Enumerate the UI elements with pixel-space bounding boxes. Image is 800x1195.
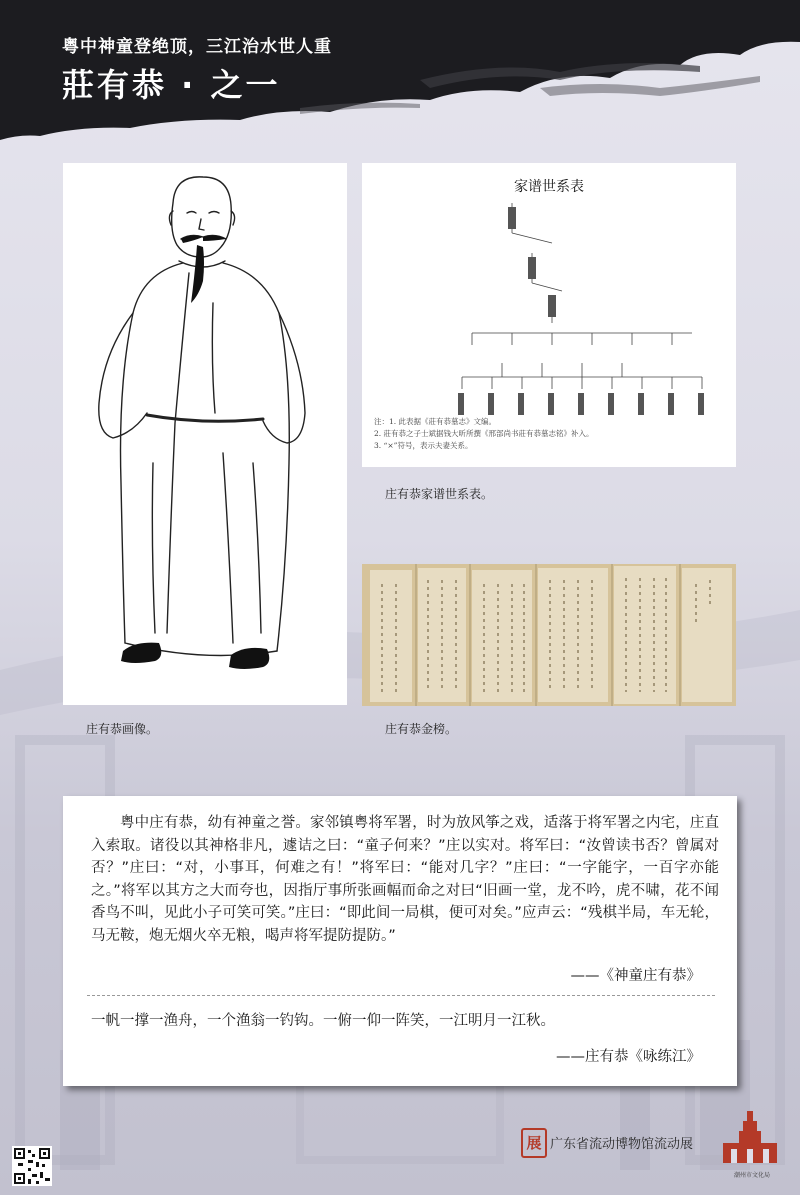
qr-code-pattern <box>12 1146 52 1186</box>
story-panel <box>63 796 737 1086</box>
jinbang-photo <box>362 564 736 706</box>
poem-text: 一帆一撑一渔舟，一个渔翁一钓钩。一俯一仰一阵笑，一江明月一江秋。 <box>91 1013 555 1029</box>
exhibition-label: 广东省流动博物馆流动展 <box>550 1137 694 1152</box>
genealogy-note: 2. 莊有恭之子士斌据钱大昕所撰《邢部尚书莊有恭墓志铭》补入。 <box>374 429 594 438</box>
museum-name: 潮州市文化局 <box>733 1172 770 1179</box>
jinbang-scroll-drawing <box>362 564 736 706</box>
qr-code <box>12 1146 52 1186</box>
genealogy-notes <box>374 416 726 452</box>
genealogy-caption: 庄有恭家谱世系表。 <box>385 487 494 501</box>
dashed-divider <box>87 995 715 996</box>
museum-seal-icon: 展 <box>521 1128 547 1158</box>
jinbang-caption: 庄有恭金榜。 <box>385 722 458 736</box>
story-source: ——《神童庄有恭》 <box>570 968 701 984</box>
genealogy-title: 家谱世系表 <box>514 179 584 195</box>
header-subtitle: 粤中神童登绝顶，三江治水世人重 <box>62 37 332 57</box>
story-paragraph: 粤中庄有恭，幼有神童之誉。家邻镇粤将军署，时为放风筝之戏，适落于将军署之内宅，庄直入索取。诸役以其神格非凡，遽诘之曰：“童子何来？”庄以实对。将军曰：“汝曾读书否？曾属对否？”庄曰：“对，小事耳，何难之有！”将军曰：“能对几字？”庄曰：“一字能字，一百字亦能之。”将军以其方之大而夸也，因指厅事所张画幅而命之对曰“旧画一堂，龙不吟，虎不啸，花不闻香鸟不叫，见此小子可笑可笑。”庄曰：“即此间一局棋，便可对矣。”应声云：“残棋半局，车无轮，马无鞍，炮无烟火卒无粮，喝声将军提防提防。” <box>91 815 719 944</box>
genealogy-note: 3. “×”符号，表示夫妻关系。 <box>374 441 473 450</box>
poem-source: ——庄有恭《咏练江》 <box>556 1049 701 1065</box>
page-title: 莊有恭 · 之一 <box>62 66 281 104</box>
genealogy-note: 注：1. 此表据《莊有恭墓志》文编。 <box>374 417 497 426</box>
pagoda-logo-icon <box>717 1107 783 1167</box>
portrait-drawing <box>63 163 347 705</box>
genealogy-chart-image <box>362 163 736 467</box>
portrait-image <box>63 163 347 705</box>
ink-brush-header <box>0 0 800 150</box>
portrait-caption: 庄有恭画像。 <box>86 722 159 736</box>
